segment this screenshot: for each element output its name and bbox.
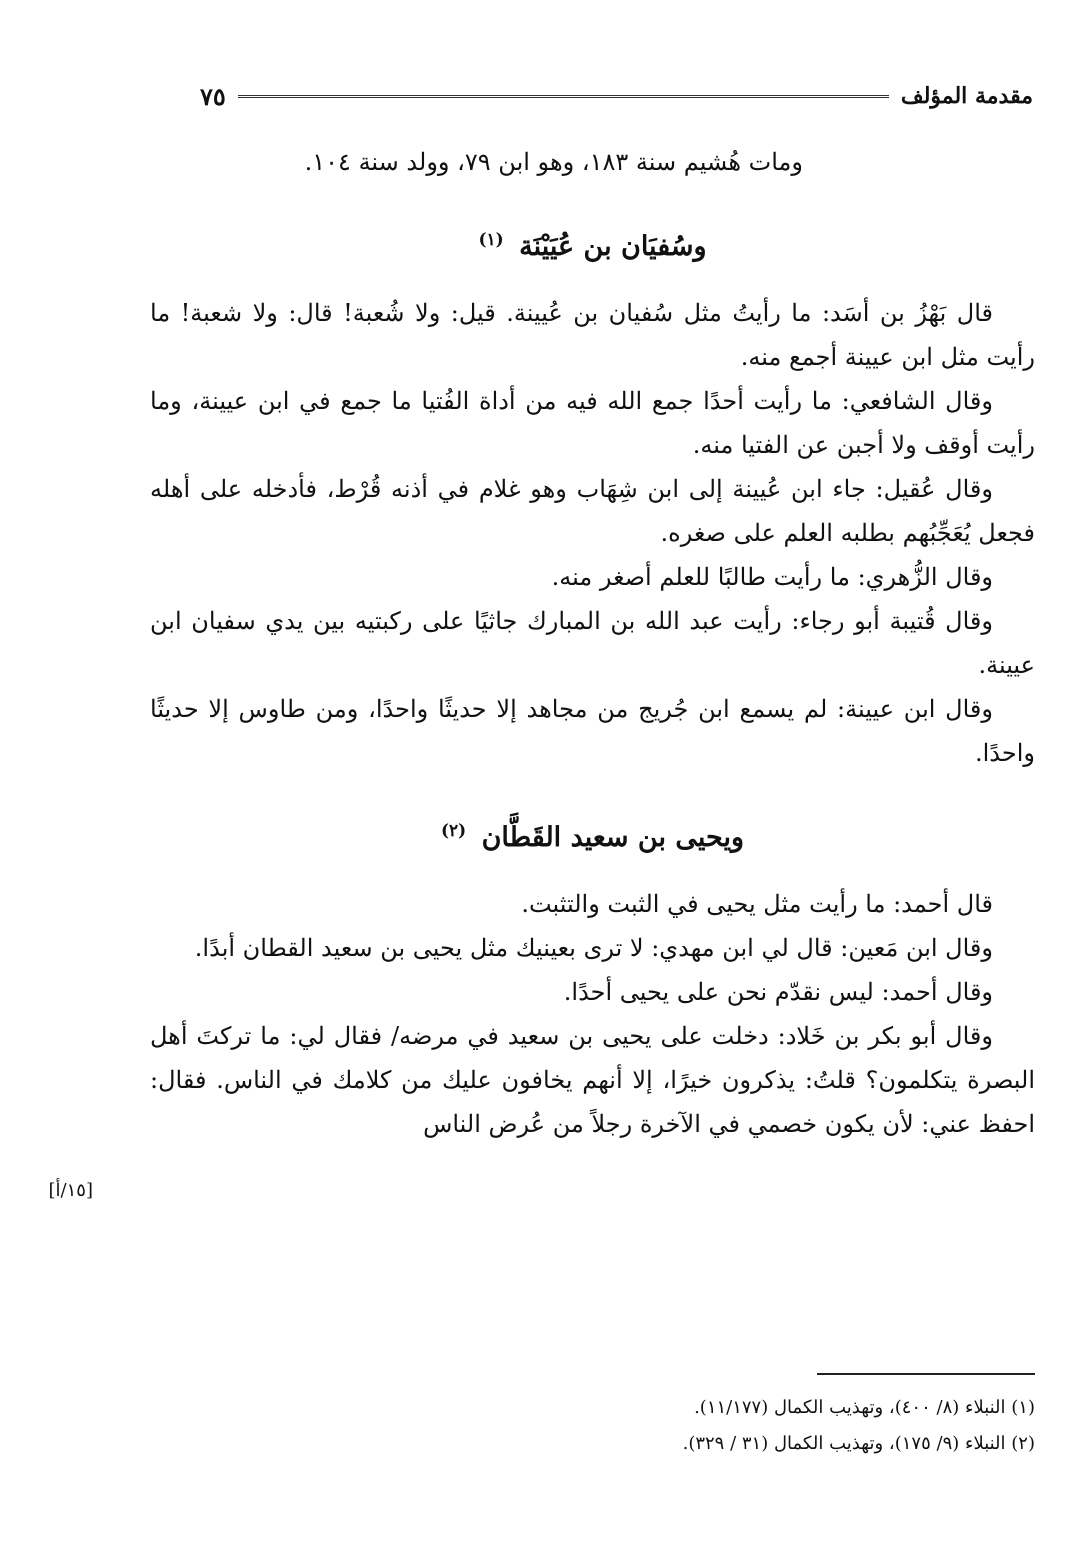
paragraph: وقال أبو بكر بن خَلاد: دخلت على يحيى بن سعيد في مرضه/ فقال لي: ما تركتَ أهل البصرة يتكلمون؟ قلتُ: يذكرون خيرًا، إلا أنهم يخافون عليك من كلامك في الناس. فقال: احفظ عني: لأن يكون خصمي في الآخرة رجلاً من عُرض الناس — [150, 1022, 1035, 1138]
manuscript-folio-note: [١٥/أ] — [48, 1180, 93, 1201]
footnote-separator — [817, 1373, 1035, 1375]
header-rule — [238, 95, 889, 98]
section-heading-sufyan — [150, 218, 1035, 269]
opening-line: ومات هُشيم سنة ١٨٣، وهو ابن ٧٩، وولد سنة ١٠٤. — [304, 148, 803, 176]
paragraph: قال أحمد: ما رأيت مثل يحيى في الثبت والتثبت. — [521, 890, 993, 918]
paragraph: وقال ابن مَعين: قال لي ابن مهدي: لا ترى بعينيك مثل يحيى بن سعيد القطان أبدًا. — [194, 934, 993, 962]
footnote: (٢) النبلاء (٩/ ١٧٥)، وتهذيب الكمال (٣١ / ٣٢٩). — [682, 1433, 1035, 1454]
paragraph: وقال ابن عيينة: لم يسمع ابن جُريج من مجاهد إلا حديثًا واحدًا، ومن طاوس إلا حديثًا واحدًا. — [150, 695, 1035, 767]
paragraph: وقال عُقيل: جاء ابن عُيينة إلى ابن شِهَاب وهو غلام في أذنه قُرْط، فأدخله على أهله فجعل يُعَجِّبُهم بطلبه العلم على صغره. — [150, 475, 1035, 547]
footnote-ref: (١) — [478, 230, 504, 250]
section-heading-yahya — [150, 809, 1035, 860]
paragraph: وقال الزُّهري: ما رأيت طالبًا للعلم أصغر منه. — [551, 563, 993, 591]
paragraph: وقال قُتيبة أبو رجاء: رأيت عبد الله بن المبارك جاثيًا على ركبتيه بين يدي سفيان ابن عيينة. — [150, 607, 1035, 679]
footnote: (١) النبلاء (٨/ ٤٠٠)، وتهذيب الكمال (١١/١٧٧). — [694, 1397, 1035, 1418]
footnotes — [300, 1390, 1035, 1462]
main-text — [150, 140, 1035, 1146]
paragraph: قال بَهْزُ بن أسَد: ما رأيتُ مثل سُفيان بن عُيينة. قيل: ولا شُعبة! قال: ولا شعبة! ما رأيت مثل ابن عيينة أجمع منه. — [150, 299, 1035, 371]
paragraph: وقال أحمد: ليس نقدّم نحن على يحيى أحدًا. — [563, 978, 993, 1006]
running-title: مقدمة المؤلف — [900, 83, 1033, 109]
page-number: ٧٥ — [200, 81, 226, 111]
footnote-ref: (٢) — [440, 821, 467, 841]
running-header — [200, 78, 1033, 114]
section-title-text: ويحيى بن سعيد القَطَّان — [481, 822, 745, 853]
paragraph: وقال الشافعي: ما رأيت أحدًا جمع الله فيه من أداة الفُتيا ما جمع في ابن عيينة، وما رأيت أوقف ولا أجبن عن الفتيا منه. — [150, 387, 1035, 459]
section-title-text: وسُفيَان بن عُيَيْنَة — [519, 231, 707, 262]
